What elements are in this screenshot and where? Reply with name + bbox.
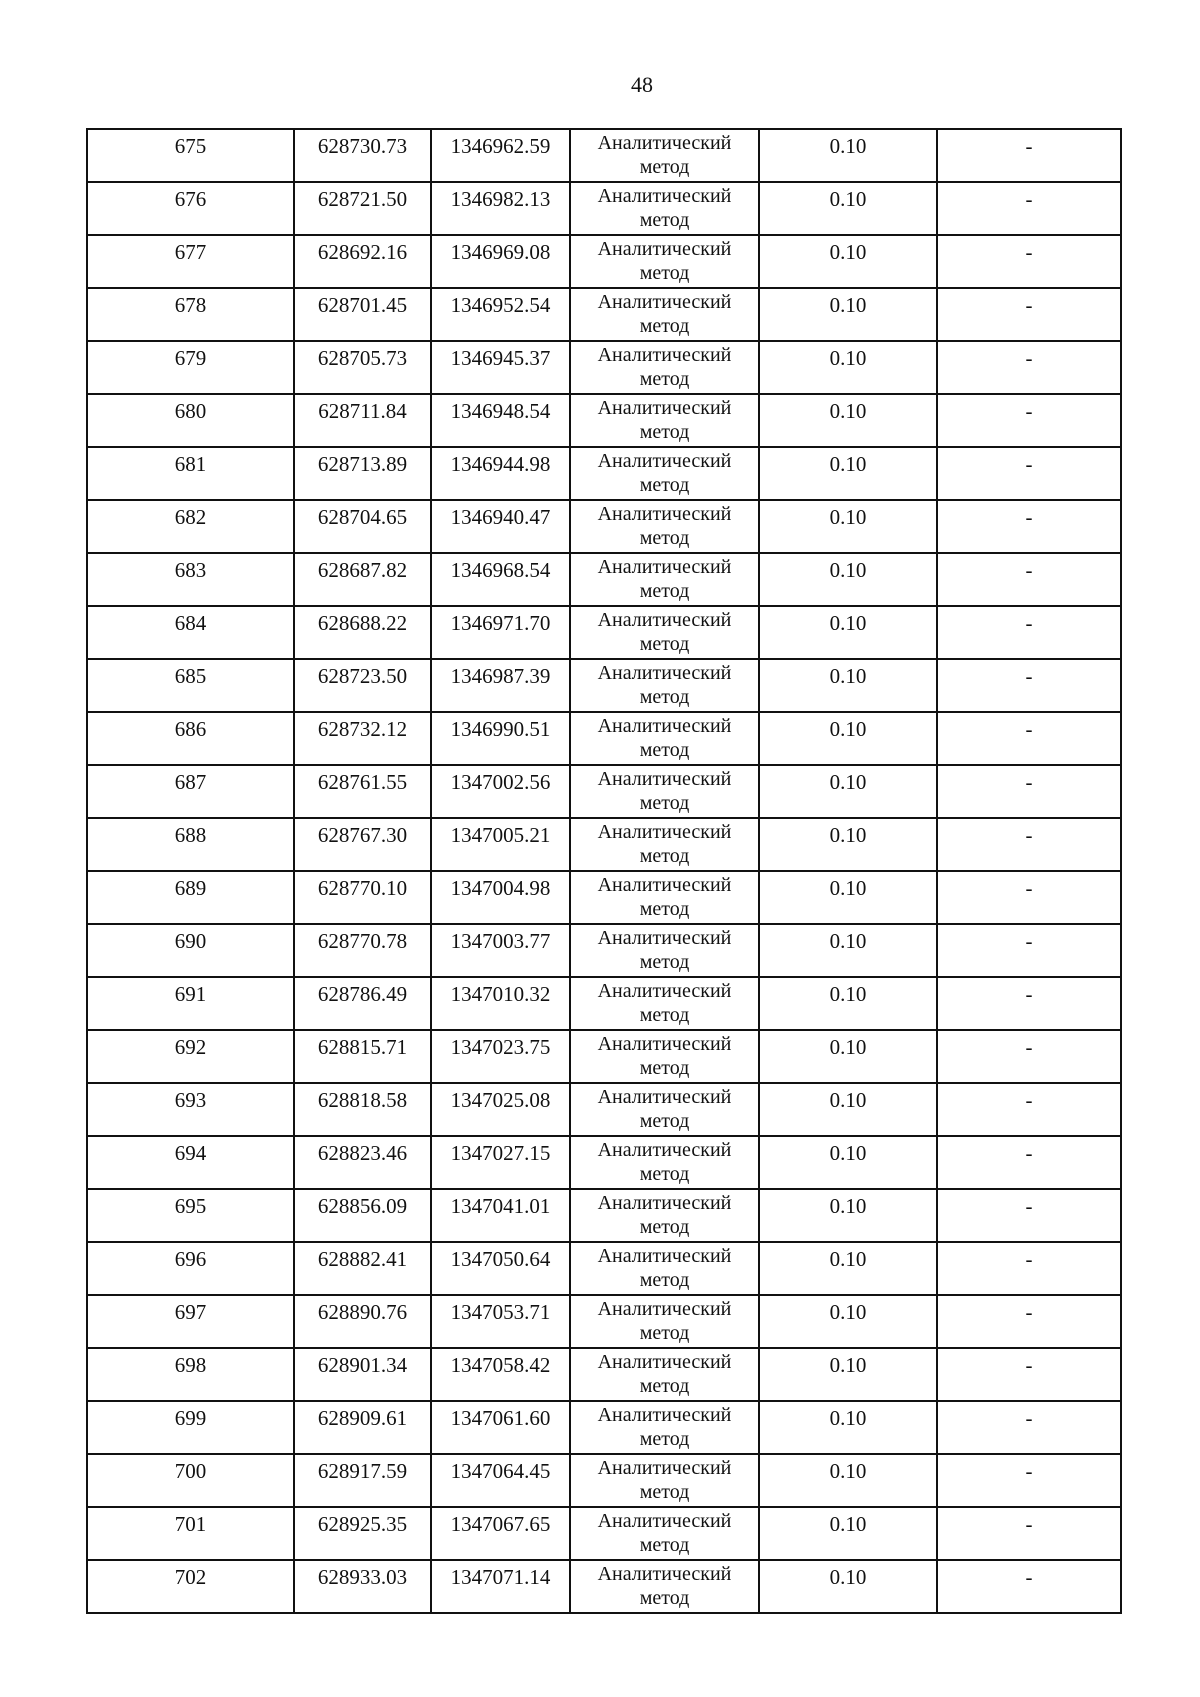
method-label-line1: Аналитический: [597, 1192, 732, 1214]
y-coordinate-cell: 1346968.54: [431, 553, 570, 606]
note-cell: -: [937, 394, 1121, 447]
method-cell: [570, 288, 759, 341]
x-coordinate-cell: 628723.50: [294, 659, 431, 712]
method-label-line2: метод: [639, 1216, 690, 1238]
point-number-cell: 686: [87, 712, 294, 765]
x-coordinate-cell: 628692.16: [294, 235, 431, 288]
method-cell: [570, 871, 759, 924]
method-label-line2: метод: [639, 315, 690, 337]
y-coordinate-cell: 1347003.77: [431, 924, 570, 977]
table-row: [87, 1507, 1121, 1560]
y-coordinate-cell: 1347053.71: [431, 1295, 570, 1348]
method-label-line1: Аналитический: [597, 185, 732, 207]
y-coordinate-cell: 1346948.54: [431, 394, 570, 447]
accuracy-cell: 0.10: [759, 129, 937, 182]
x-coordinate-cell: 628770.78: [294, 924, 431, 977]
point-number-cell: 677: [87, 235, 294, 288]
point-number-cell: 684: [87, 606, 294, 659]
point-number-cell: 697: [87, 1295, 294, 1348]
table-body: [87, 129, 1121, 1613]
method-label-line1: Аналитический: [597, 238, 732, 260]
point-number-cell: 693: [87, 1083, 294, 1136]
x-coordinate-cell: 628856.09: [294, 1189, 431, 1242]
accuracy-cell: 0.10: [759, 447, 937, 500]
accuracy-cell: 0.10: [759, 1083, 937, 1136]
note-cell: -: [937, 659, 1121, 712]
point-number-cell: 680: [87, 394, 294, 447]
accuracy-cell: 0.10: [759, 341, 937, 394]
method-label-line1: Аналитический: [597, 715, 732, 737]
point-number-cell: 696: [87, 1242, 294, 1295]
method-cell: [570, 182, 759, 235]
y-coordinate-cell: 1347041.01: [431, 1189, 570, 1242]
accuracy-cell: 0.10: [759, 500, 937, 553]
method-label-line1: Аналитический: [597, 980, 732, 1002]
point-number-cell: 678: [87, 288, 294, 341]
x-coordinate-cell: 628730.73: [294, 129, 431, 182]
method-cell: [570, 1083, 759, 1136]
method-label-line1: Аналитический: [597, 556, 732, 578]
x-coordinate-cell: 628901.34: [294, 1348, 431, 1401]
table-row: [87, 1560, 1121, 1613]
accuracy-cell: 0.10: [759, 606, 937, 659]
accuracy-cell: 0.10: [759, 1560, 937, 1613]
point-number-cell: 685: [87, 659, 294, 712]
accuracy-cell: 0.10: [759, 1242, 937, 1295]
method-label-line1: Аналитический: [597, 1563, 732, 1585]
table-row: [87, 1083, 1121, 1136]
note-cell: -: [937, 1030, 1121, 1083]
method-label-line2: метод: [639, 156, 690, 178]
x-coordinate-cell: 628721.50: [294, 182, 431, 235]
method-label-line2: метод: [639, 368, 690, 390]
method-cell: [570, 235, 759, 288]
method-cell: [570, 1136, 759, 1189]
note-cell: -: [937, 924, 1121, 977]
point-number-cell: 698: [87, 1348, 294, 1401]
table-row: [87, 341, 1121, 394]
note-cell: -: [937, 871, 1121, 924]
method-cell: [570, 1560, 759, 1613]
table-row: [87, 1454, 1121, 1507]
method-label-line1: Аналитический: [597, 132, 732, 154]
x-coordinate-cell: 628767.30: [294, 818, 431, 871]
x-coordinate-cell: 628786.49: [294, 977, 431, 1030]
point-number-cell: 689: [87, 871, 294, 924]
method-label-line2: метод: [639, 527, 690, 549]
y-coordinate-cell: 1346971.70: [431, 606, 570, 659]
method-label-line1: Аналитический: [597, 609, 732, 631]
accuracy-cell: 0.10: [759, 1401, 937, 1454]
point-number-cell: 676: [87, 182, 294, 235]
note-cell: -: [937, 288, 1121, 341]
table-row: [87, 447, 1121, 500]
point-number-cell: 683: [87, 553, 294, 606]
x-coordinate-cell: 628917.59: [294, 1454, 431, 1507]
point-number-cell: 691: [87, 977, 294, 1030]
point-number-cell: 695: [87, 1189, 294, 1242]
method-label-line2: метод: [639, 1481, 690, 1503]
method-cell: [570, 924, 759, 977]
method-label-line2: метод: [639, 1322, 690, 1344]
table-row: [87, 288, 1121, 341]
accuracy-cell: 0.10: [759, 394, 937, 447]
note-cell: -: [937, 341, 1121, 394]
table-row: [87, 500, 1121, 553]
method-label-line2: метод: [639, 951, 690, 973]
method-label-line2: метод: [639, 792, 690, 814]
accuracy-cell: 0.10: [759, 1507, 937, 1560]
method-label-line1: Аналитический: [597, 344, 732, 366]
accuracy-cell: 0.10: [759, 1189, 937, 1242]
method-cell: [570, 1030, 759, 1083]
x-coordinate-cell: 628890.76: [294, 1295, 431, 1348]
method-cell: [570, 977, 759, 1030]
x-coordinate-cell: 628815.71: [294, 1030, 431, 1083]
note-cell: -: [937, 1348, 1121, 1401]
x-coordinate-cell: 628704.65: [294, 500, 431, 553]
note-cell: -: [937, 500, 1121, 553]
x-coordinate-cell: 628933.03: [294, 1560, 431, 1613]
table-row: [87, 659, 1121, 712]
note-cell: -: [937, 553, 1121, 606]
method-label-line1: Аналитический: [597, 768, 732, 790]
method-label-line2: метод: [639, 1004, 690, 1026]
y-coordinate-cell: 1347064.45: [431, 1454, 570, 1507]
note-cell: -: [937, 235, 1121, 288]
accuracy-cell: 0.10: [759, 871, 937, 924]
accuracy-cell: 0.10: [759, 288, 937, 341]
method-label-line1: Аналитический: [597, 1404, 732, 1426]
page-number: 48: [631, 72, 653, 97]
note-cell: -: [937, 447, 1121, 500]
y-coordinate-cell: 1347027.15: [431, 1136, 570, 1189]
y-coordinate-cell: 1347061.60: [431, 1401, 570, 1454]
y-coordinate-cell: 1347002.56: [431, 765, 570, 818]
method-cell: [570, 1295, 759, 1348]
method-label-line1: Аналитический: [597, 1086, 732, 1108]
point-number-cell: 694: [87, 1136, 294, 1189]
method-label-line1: Аналитический: [597, 450, 732, 472]
y-coordinate-cell: 1346990.51: [431, 712, 570, 765]
note-cell: -: [937, 1295, 1121, 1348]
x-coordinate-cell: 628909.61: [294, 1401, 431, 1454]
note-cell: -: [937, 765, 1121, 818]
method-label-line1: Аналитический: [597, 1139, 732, 1161]
method-label-line1: Аналитический: [597, 1298, 732, 1320]
x-coordinate-cell: 628770.10: [294, 871, 431, 924]
table-row: [87, 1295, 1121, 1348]
table-row: [87, 765, 1121, 818]
accuracy-cell: 0.10: [759, 553, 937, 606]
accuracy-cell: 0.10: [759, 1348, 937, 1401]
table-row: [87, 977, 1121, 1030]
method-cell: [570, 712, 759, 765]
table-row: [87, 924, 1121, 977]
y-coordinate-cell: 1346982.13: [431, 182, 570, 235]
point-number-cell: 690: [87, 924, 294, 977]
method-label-line2: метод: [639, 421, 690, 443]
method-label-line2: метод: [639, 739, 690, 761]
accuracy-cell: 0.10: [759, 765, 937, 818]
point-number-cell: 682: [87, 500, 294, 553]
accuracy-cell: 0.10: [759, 818, 937, 871]
note-cell: -: [937, 712, 1121, 765]
table-row: [87, 606, 1121, 659]
method-cell: [570, 1348, 759, 1401]
method-cell: [570, 341, 759, 394]
note-cell: -: [937, 129, 1121, 182]
method-label-line2: метод: [639, 1269, 690, 1291]
method-cell: [570, 1507, 759, 1560]
y-coordinate-cell: 1346987.39: [431, 659, 570, 712]
x-coordinate-cell: 628823.46: [294, 1136, 431, 1189]
point-number-cell: 701: [87, 1507, 294, 1560]
method-cell: [570, 1189, 759, 1242]
note-cell: -: [937, 1401, 1121, 1454]
table-row: [87, 871, 1121, 924]
method-cell: [570, 447, 759, 500]
method-cell: [570, 1454, 759, 1507]
method-label-line2: метод: [639, 1110, 690, 1132]
y-coordinate-cell: 1346952.54: [431, 288, 570, 341]
method-cell: [570, 553, 759, 606]
y-coordinate-cell: 1347067.65: [431, 1507, 570, 1560]
method-label-line1: Аналитический: [597, 1245, 732, 1267]
x-coordinate-cell: 628705.73: [294, 341, 431, 394]
accuracy-cell: 0.10: [759, 1030, 937, 1083]
y-coordinate-cell: 1347005.21: [431, 818, 570, 871]
point-number-cell: 675: [87, 129, 294, 182]
y-coordinate-cell: 1347058.42: [431, 1348, 570, 1401]
method-label-line1: Аналитический: [597, 1510, 732, 1532]
y-coordinate-cell: 1346940.47: [431, 500, 570, 553]
point-number-cell: 699: [87, 1401, 294, 1454]
accuracy-cell: 0.10: [759, 1295, 937, 1348]
point-number-cell: 688: [87, 818, 294, 871]
note-cell: -: [937, 606, 1121, 659]
method-cell: [570, 1401, 759, 1454]
method-label-line1: Аналитический: [597, 662, 732, 684]
x-coordinate-cell: 628711.84: [294, 394, 431, 447]
method-label-line2: метод: [639, 1428, 690, 1450]
method-cell: [570, 1242, 759, 1295]
note-cell: -: [937, 1242, 1121, 1295]
y-coordinate-cell: 1347010.32: [431, 977, 570, 1030]
table-row: [87, 1348, 1121, 1401]
accuracy-cell: 0.10: [759, 924, 937, 977]
method-label-line2: метод: [639, 898, 690, 920]
point-number-cell: 700: [87, 1454, 294, 1507]
method-label-line1: Аналитический: [597, 874, 732, 896]
y-coordinate-cell: 1347023.75: [431, 1030, 570, 1083]
note-cell: -: [937, 1136, 1121, 1189]
method-label-line2: метод: [639, 580, 690, 602]
x-coordinate-cell: 628713.89: [294, 447, 431, 500]
x-coordinate-cell: 628925.35: [294, 1507, 431, 1560]
method-label-line2: метод: [639, 845, 690, 867]
accuracy-cell: 0.10: [759, 235, 937, 288]
method-label-line2: метод: [639, 686, 690, 708]
accuracy-cell: 0.10: [759, 712, 937, 765]
accuracy-cell: 0.10: [759, 659, 937, 712]
table-row: [87, 235, 1121, 288]
y-coordinate-cell: 1346969.08: [431, 235, 570, 288]
table-row: [87, 1030, 1121, 1083]
note-cell: -: [937, 1189, 1121, 1242]
accuracy-cell: 0.10: [759, 1136, 937, 1189]
method-cell: [570, 500, 759, 553]
method-label-line2: метод: [639, 1163, 690, 1185]
method-label-line1: Аналитический: [597, 927, 732, 949]
table-row: [87, 1401, 1121, 1454]
point-number-cell: 681: [87, 447, 294, 500]
y-coordinate-cell: 1347025.08: [431, 1083, 570, 1136]
table-row: [87, 818, 1121, 871]
x-coordinate-cell: 628688.22: [294, 606, 431, 659]
y-coordinate-cell: 1347071.14: [431, 1560, 570, 1613]
y-coordinate-cell: 1346944.98: [431, 447, 570, 500]
point-number-cell: 702: [87, 1560, 294, 1613]
method-label-line1: Аналитический: [597, 291, 732, 313]
method-label-line1: Аналитический: [597, 397, 732, 419]
method-label-line1: Аналитический: [597, 1457, 732, 1479]
note-cell: -: [937, 182, 1121, 235]
method-cell: [570, 818, 759, 871]
method-cell: [570, 606, 759, 659]
coordinates-table: [86, 128, 1122, 1614]
note-cell: -: [937, 1507, 1121, 1560]
table-row: [87, 1242, 1121, 1295]
method-label-line2: метод: [639, 1375, 690, 1397]
y-coordinate-cell: 1347050.64: [431, 1242, 570, 1295]
point-number-cell: 692: [87, 1030, 294, 1083]
method-label-line1: Аналитический: [597, 1033, 732, 1055]
table-row: [87, 1189, 1121, 1242]
method-label-line2: метод: [639, 1534, 690, 1556]
x-coordinate-cell: 628761.55: [294, 765, 431, 818]
x-coordinate-cell: 628818.58: [294, 1083, 431, 1136]
table-row: [87, 712, 1121, 765]
point-number-cell: 687: [87, 765, 294, 818]
note-cell: -: [937, 1454, 1121, 1507]
x-coordinate-cell: 628732.12: [294, 712, 431, 765]
method-label-line2: метод: [639, 1057, 690, 1079]
table-row: [87, 129, 1121, 182]
note-cell: -: [937, 977, 1121, 1030]
accuracy-cell: 0.10: [759, 977, 937, 1030]
method-cell: [570, 129, 759, 182]
note-cell: -: [937, 1560, 1121, 1613]
table-row: [87, 553, 1121, 606]
method-label-line2: метод: [639, 1587, 690, 1609]
accuracy-cell: 0.10: [759, 1454, 937, 1507]
method-label-line1: Аналитический: [597, 1351, 732, 1373]
method-cell: [570, 394, 759, 447]
method-cell: [570, 765, 759, 818]
y-coordinate-cell: 1346962.59: [431, 129, 570, 182]
table-row: [87, 394, 1121, 447]
method-label-line1: Аналитический: [597, 503, 732, 525]
table-row: [87, 1136, 1121, 1189]
method-cell: [570, 659, 759, 712]
method-label-line2: метод: [639, 474, 690, 496]
x-coordinate-cell: 628882.41: [294, 1242, 431, 1295]
method-label-line2: метод: [639, 262, 690, 284]
point-number-cell: 679: [87, 341, 294, 394]
method-label-line1: Аналитический: [597, 821, 732, 843]
y-coordinate-cell: 1346945.37: [431, 341, 570, 394]
y-coordinate-cell: 1347004.98: [431, 871, 570, 924]
x-coordinate-cell: 628687.82: [294, 553, 431, 606]
table-row: [87, 182, 1121, 235]
x-coordinate-cell: 628701.45: [294, 288, 431, 341]
method-label-line2: метод: [639, 209, 690, 231]
method-label-line2: метод: [639, 633, 690, 655]
note-cell: -: [937, 818, 1121, 871]
accuracy-cell: 0.10: [759, 182, 937, 235]
note-cell: -: [937, 1083, 1121, 1136]
